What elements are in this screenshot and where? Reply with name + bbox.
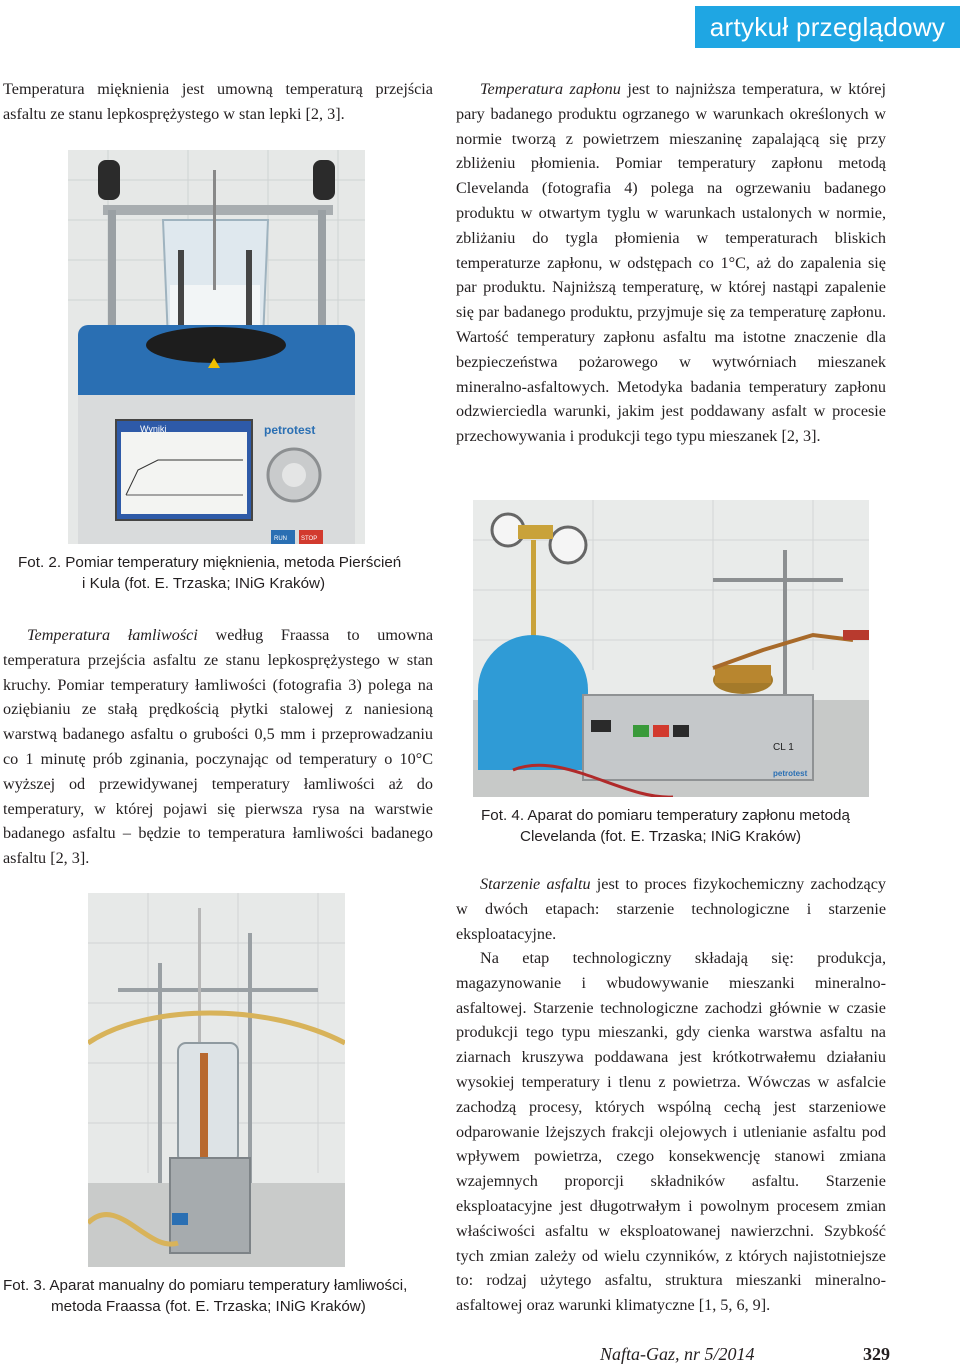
photo2-brand: petrotest bbox=[264, 423, 316, 437]
page-number: 329 bbox=[863, 1344, 890, 1364]
caption-fot-4 bbox=[481, 805, 901, 847]
aging-text-1: jest to proces fizykochemiczny zachodzący w dwóch etapach: starzenie technologiczne i starzenie eksploatacyjne. bbox=[456, 875, 886, 943]
flash-point-term: Temperatura zapłonu bbox=[480, 80, 621, 98]
caption-fot-3 bbox=[3, 1275, 443, 1317]
caption-fot-2 bbox=[18, 552, 438, 594]
breaking-point-paragraph bbox=[3, 623, 433, 871]
photo4-model: CL 1 bbox=[773, 742, 794, 753]
caption-fot-3-line2: metoda Fraassa (fot. E. Trzaska; INiG Kraków) bbox=[51, 1298, 366, 1315]
caption-fot-4-line1: Fot. 4. Aparat do pomiaru temperatury zapłonu metodą bbox=[481, 807, 850, 824]
journal-name: Nafta-Gaz, nr 5/2014 bbox=[600, 1344, 755, 1364]
stop-button-label: STOP bbox=[301, 536, 318, 542]
flash-point-paragraph bbox=[456, 77, 886, 449]
photo4-brand: petrotest bbox=[773, 769, 808, 778]
breaking-point-term: Temperatura łamliwości bbox=[27, 626, 198, 644]
caption-fot-2-line1: Fot. 2. Pomiar temperatury mięknienia, metoda Pierścień bbox=[18, 554, 402, 571]
photo-fraass-apparatus bbox=[88, 893, 345, 1267]
photo-ring-and-ball-apparatus bbox=[68, 150, 365, 544]
section-tag: artykuł przeglądowy bbox=[695, 6, 960, 48]
caption-fot-2-line2: i Kula (fot. E. Trzaska; INiG Kraków) bbox=[82, 575, 326, 592]
caption-fot-4-line2: Clevelanda (fot. E. Trzaska; INiG Kraków) bbox=[520, 828, 802, 845]
aging-term: Starzenie asfaltu bbox=[480, 875, 591, 893]
aging-paragraph-1 bbox=[456, 872, 886, 946]
caption-fot-3-line1: Fot. 3. Aparat manualny do pomiaru temperatury łamliwości, bbox=[3, 1277, 408, 1294]
run-button-label: RUN bbox=[274, 536, 287, 542]
breaking-point-text: według Fraassa to umowna temperatura przejścia asfaltu ze stanu lepkosprężystego w stan kruchy. Pomiar temperatury łamliwości (fotografia 3) polega na oziębianiu ze stałą prędkością płytki stalowej z naniesioną warstwą badanego asfaltu o grubości 0,5 mm i przeprowadzaniu co 1 minutę prób zginania, poczynając od temperatury o 10°C wyższej od przewidywanej temperatury łamliwości aż do temperatury, w której pojawi się pierwsza rysa na warstwie badanego asfaltu – będzie to temperatura łamliwości badanego asfaltu [2, 3]. bbox=[3, 626, 433, 868]
flash-point-text: jest to najniższa temperatura, w której pary badanego produktu ogrzanego w warunkach określonych w normie tworzą z powietrzem mieszaninę zapalającą się przy zbliżeniu płomienia. Pomiar temperatury zapłonu metodą Clevelanda (fotografia 4) polega na ogrzewaniu badanego produktu w otwartym tyglu w warunkach ustalonych w normie, zbliżaniu do tygla płomienia w temperaturach bliskich temperaturze zapłonu, w odstępach co 1°C, aż do zapalenia się par produktu. Najniższą temperaturę, w której nastąpi zapalenie się par badanego produktu, przyjmuje się za temperaturę zapłonu. Wartość temperatury zapłonu asfaltu ma istotne znaczenie dla bezpieczeństwa pożarowego w wytwórniach mieszanek mineralno-asfaltowych. Metodyka badania temperatury zapłonu odzwierciedla warunki, jakim jest poddawany asfalt w procesie przechowywania i produkcji tego typu mieszanek [2, 3]. bbox=[456, 80, 886, 446]
screen-title: Wyniki bbox=[140, 424, 167, 434]
photo-cleveland-apparatus bbox=[473, 500, 869, 797]
aging-paragraph-2: Na etap technologiczny składają się: produkcja, magazynowanie i wbudowywanie mieszanki mineralno-asfaltowej. Starzenie technologiczne zachodzi głównie w czasie produkcji tego typu mieszanki, gdy cienka warstwa asfaltu na ziarnach kruszywa poddawana jest krótkotrwałemu działaniu wysokiej temperatury i tlenu z powietrza. Wówczas w asfalcie zachodzą procesy, których wspólną cechą jest starzeniowe odparowanie lżejszych frakcji olejowych i utlenianie asfaltu pod wpływem powietrza, czego konsekwencję stanowi zmiana wzajemnych proporcji składników asfaltu. Starzenie eksploatacyjne jest długotrwałym i powolnym procesem zmian właściwości asfaltu w eksploatowanej nawierzchni. Szybkość tych zmian zależy od wielu czynników, z których najistotniejsze to: rodzaj użytego asfaltu, struktura mieszanki mineralno-asfaltowej oraz warunki klimatyczne [1, 5, 6, 9]. bbox=[456, 949, 886, 1315]
softening-point-paragraph: Temperatura mięknienia jest umowną temperaturą przejścia asfaltu ze stanu lepkosprężystego w stan lepki [2, 3]. bbox=[3, 80, 433, 123]
